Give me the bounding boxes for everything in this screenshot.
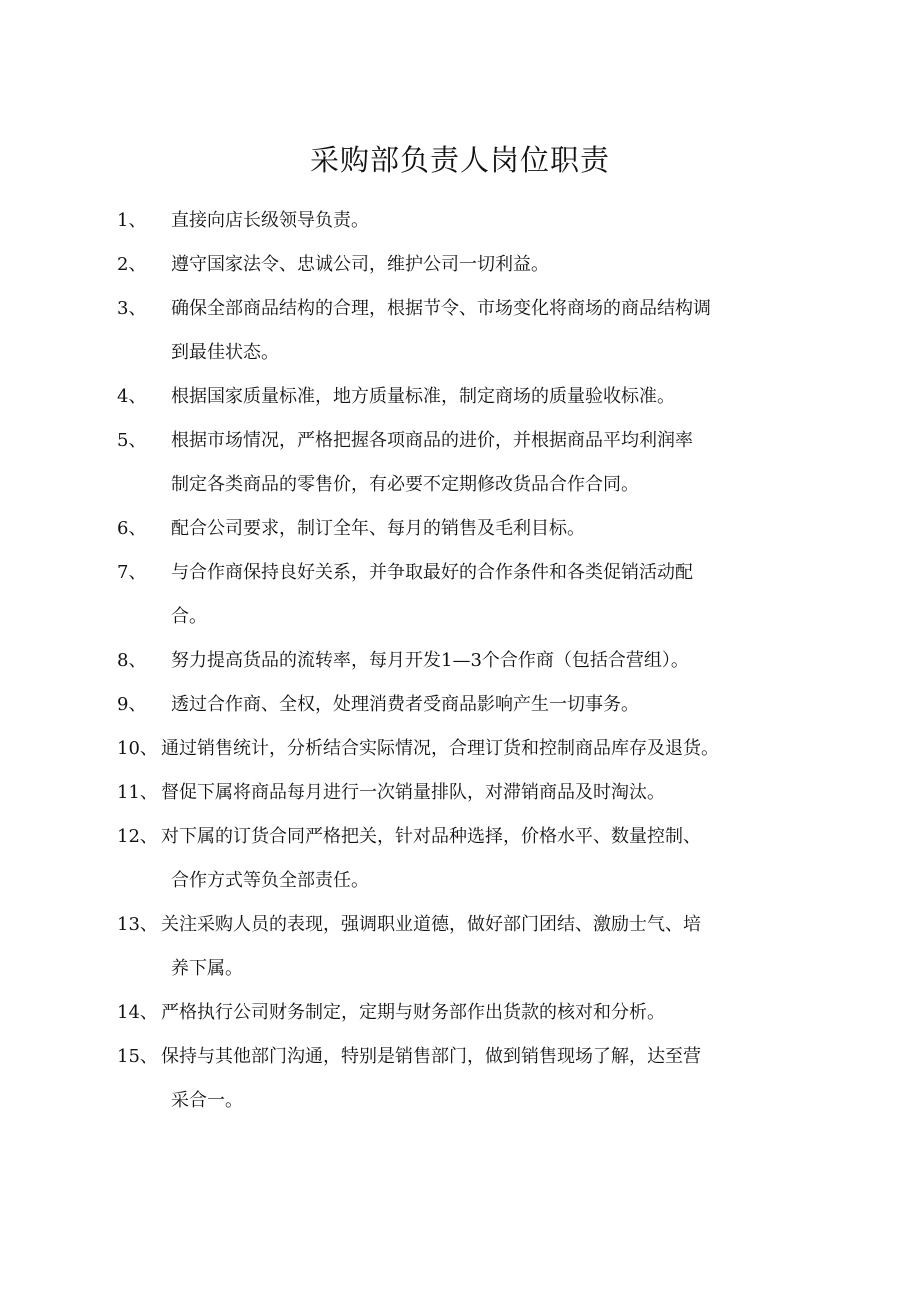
item-text-continuation: 合作方式等负全部责任。: [171, 870, 369, 891]
item-text-continuation: 采合一。: [171, 1090, 243, 1111]
item-number: 9、: [117, 694, 147, 715]
item-number: 13、: [117, 914, 158, 935]
item-number: 2、: [117, 254, 147, 275]
item-number: 15、: [117, 1046, 158, 1067]
item-number: 6、: [117, 518, 147, 539]
item-text: 根据市场情况，严格把握各项商品的进价，并根据商品平均利润率: [171, 430, 693, 451]
item-text: 保持与其他部门沟通，特别是销售部门，做到销售现场了解，达至营: [161, 1046, 701, 1067]
item-text-continuation: 养下属。: [171, 958, 243, 979]
item-text: 努力提高货品的流转率，每月开发1—3个合作商（包括合营组）。: [171, 650, 689, 671]
item-text: 遵守国家法令、忠诚公司，维护公司一切利益。: [171, 254, 549, 275]
item-number: 12、: [117, 826, 158, 847]
item-number: 5、: [117, 430, 147, 451]
item-number: 11、: [117, 782, 158, 803]
item-text: 透过合作商、全权，处理消费者受商品影响产生一切事务。: [171, 694, 639, 715]
item-text: 督促下属将商品每月进行一次销量排队，对滞销商品及时淘汰。: [161, 782, 665, 803]
item-text-continuation: 到最佳状态。: [171, 342, 279, 363]
item-text: 直接向店长级领导负责。: [171, 210, 369, 231]
item-number: 1、: [117, 210, 147, 231]
item-text-continuation: 制定各类商品的零售价，有必要不定期修改货品合作合同。: [171, 474, 639, 495]
item-text-continuation: 合。: [171, 606, 207, 627]
item-text: 对下属的订货合同严格把关，针对品种选择，价格水平、数量控制、: [161, 826, 701, 847]
page-title: 采购部负责人岗位职责: [309, 143, 610, 177]
item-number: 14、: [117, 1002, 158, 1023]
item-text: 通过销售统计，分析结合实际情况，合理订货和控制商品库存及退货。: [161, 738, 719, 759]
item-number: 8、: [117, 650, 147, 671]
item-text: 关注采购人员的表现，强调职业道德，做好部门团结、激励士气、培: [161, 914, 701, 935]
item-text: 与合作商保持良好关系，并争取最好的合作条件和各类促销活动配: [171, 562, 693, 583]
item-text: 配合公司要求，制订全年、每月的销售及毛利目标。: [171, 518, 585, 539]
item-text: 确保全部商品结构的合理，根据节令、市场变化将商场的商品结构调: [171, 298, 711, 319]
item-number: 3、: [117, 298, 147, 319]
item-number: 7、: [117, 562, 147, 583]
item-text: 严格执行公司财务制定，定期与财务部作出货款的核对和分析。: [161, 1002, 665, 1023]
item-text: 根据国家质量标准，地方质量标准，制定商场的质量验收标准。: [171, 386, 675, 407]
item-number: 4、: [117, 386, 147, 407]
item-number: 10、: [117, 738, 158, 759]
